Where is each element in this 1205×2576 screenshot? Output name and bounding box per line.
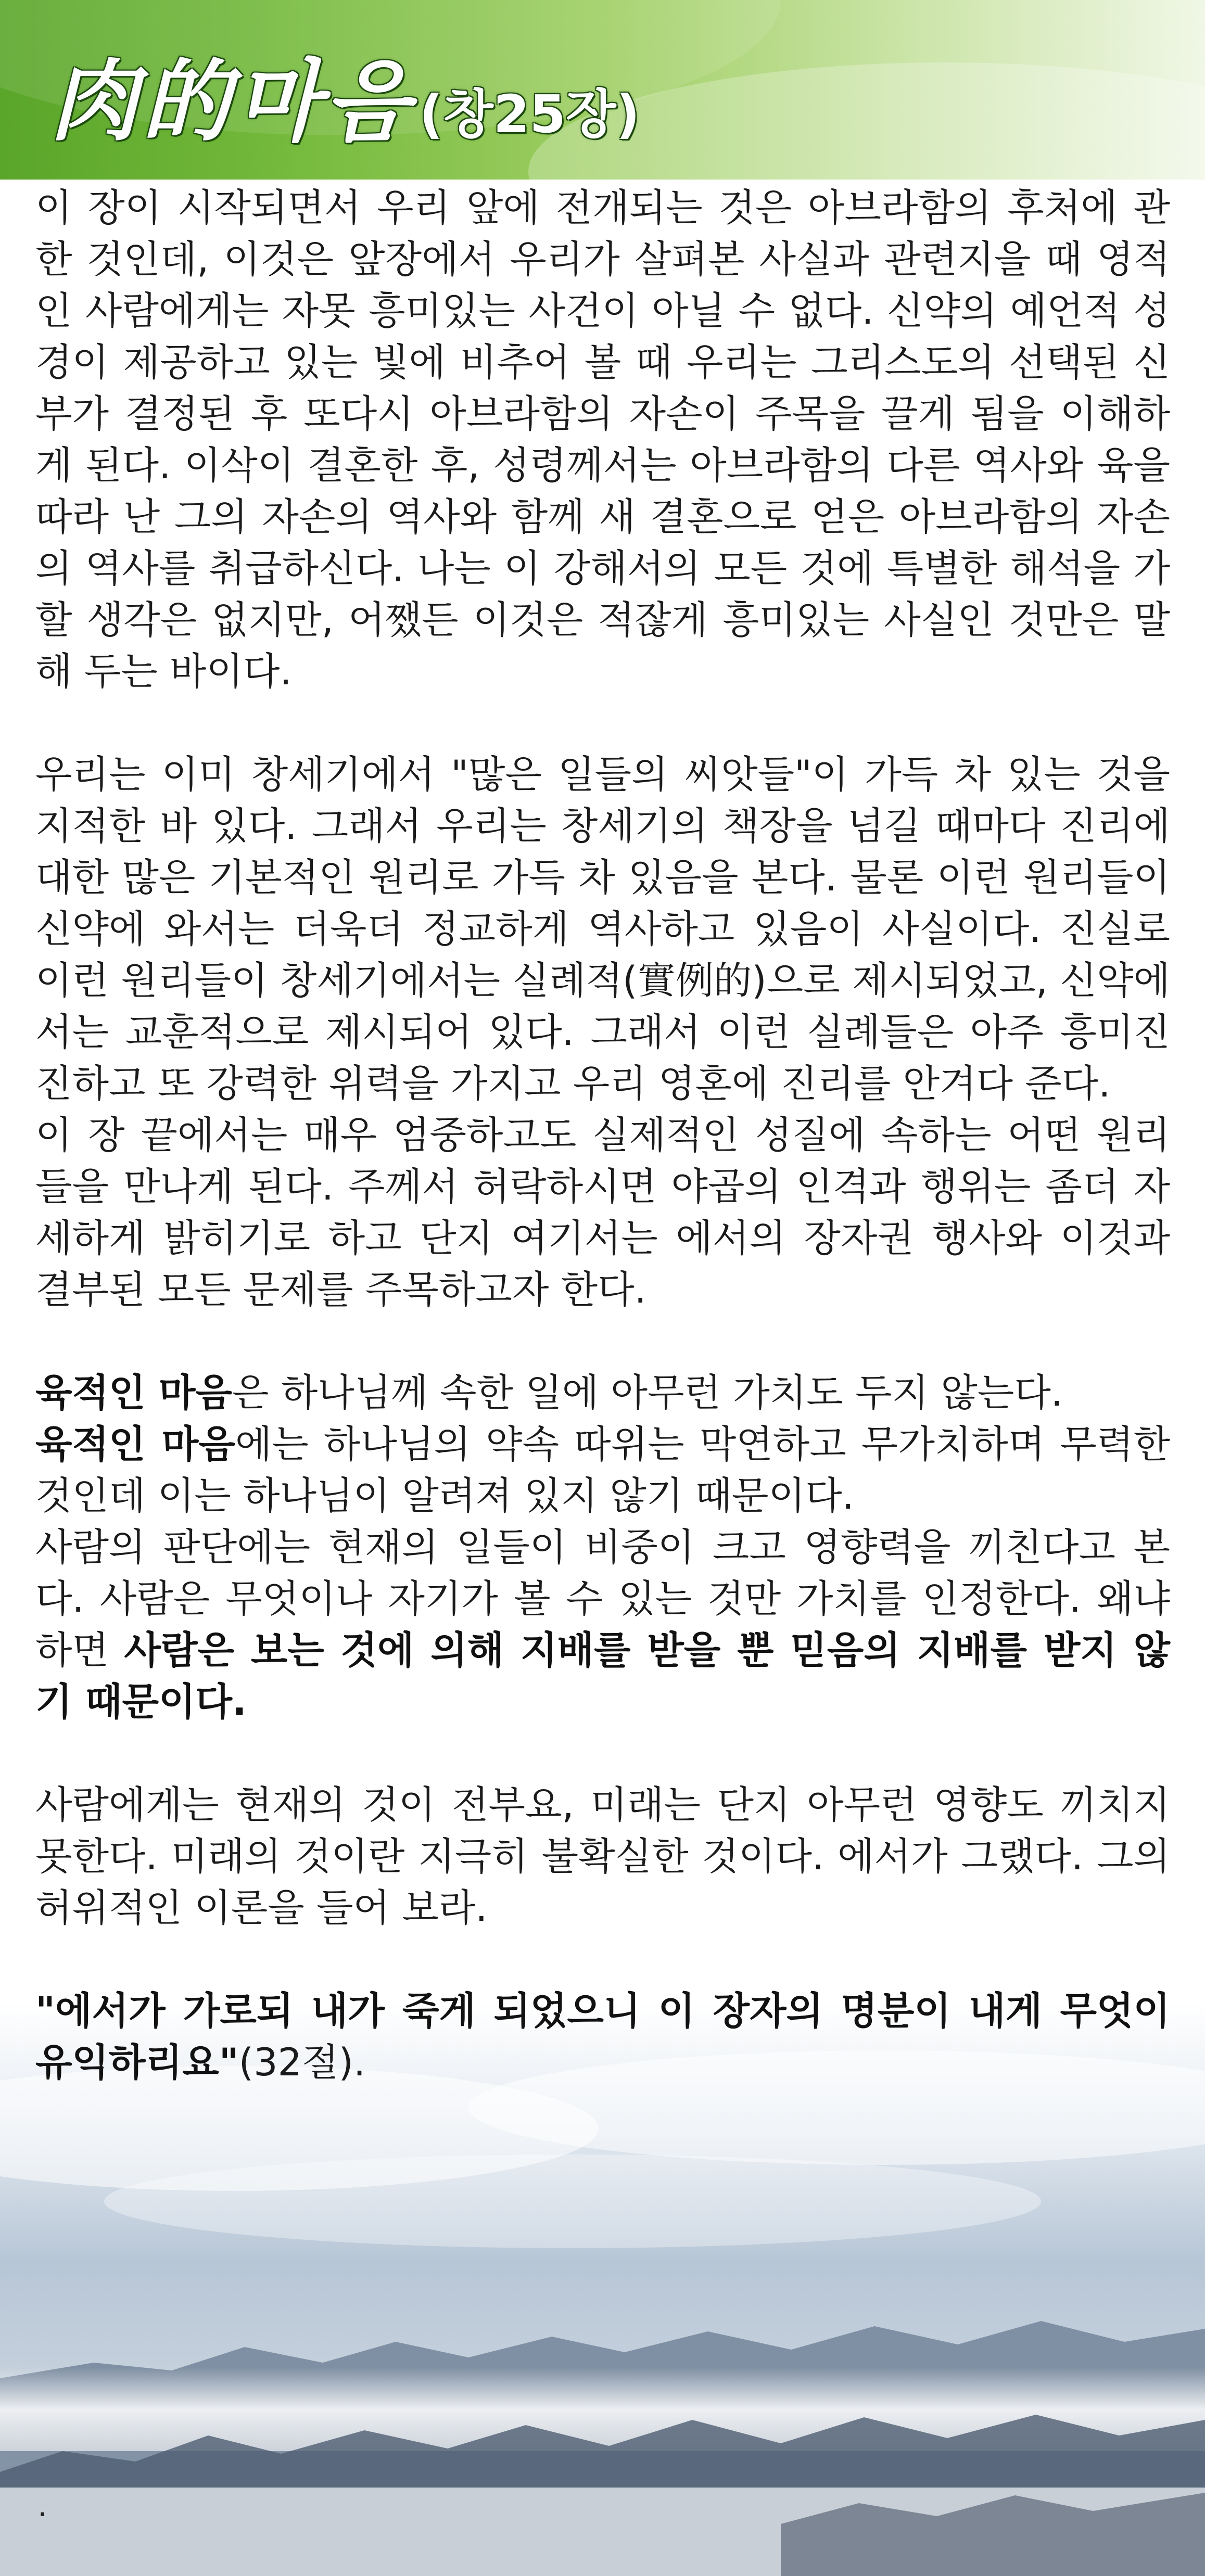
paragraph-text: 에는 하나님의 약속 따위는 막연하고 무가치하며 무력한 것인데 이는 하나님이 알려져 있지 않기 때문이다.	[35, 1422, 1170, 1518]
title-calligraphy: 肉的마음	[49, 49, 414, 154]
paragraph	[35, 1419, 1170, 1522]
article-body	[35, 182, 1170, 2088]
paragraph-gap	[35, 697, 1170, 749]
paragraph-text: 사람의 판단에는 현재의 일들이 비중이 크고 영향력을 끼친다고 본다. 사람은 무엇이나 자기가 볼 수 있는 것만 가치를 인정한다. 왜냐하면	[35, 1525, 1170, 1673]
bold-phrase: 육적인 마음	[35, 1422, 235, 1466]
chapter-reference: (창25장)	[419, 84, 640, 145]
footer-dot: .	[37, 2488, 48, 2524]
paragraph-gap	[35, 1934, 1170, 1985]
bold-phrase: 육적인 마음	[35, 1371, 233, 1415]
header-banner	[0, 0, 1205, 180]
scripture-quote	[35, 1985, 1170, 2088]
paragraph-gap	[35, 1728, 1170, 1779]
page-title	[49, 30, 640, 158]
paragraph-text: 은 하나님께 속한 일에 아무런 가치도 두지 않는다.	[232, 1371, 1063, 1415]
paragraph	[35, 1367, 1170, 1419]
bold-phrase: 사람은 보는 것에 의해 지배를 받을 뿐 믿음의 지배를 받지 않기 때문이다.	[35, 1628, 1170, 1724]
paragraph: 우리는 이미 창세기에서 "많은 일들의 씨앗들"이 가득 차 있는 것을 지적한 바 있다. 그래서 우리는 창세기의 책장을 넘길 때마다 진리에 대한 많은 기본적인 원리로 가득 차 있음을 본다. 물론 이런 원리들이 신약에 와서는 더욱더 정교하게 역사하고 있음이 사실이다. 진실로 이런 원리들이 창세기에서는 실례적(實例的)으로 제시되었고, 신약에서는 교훈적으로 제시되어 있다. 그래서 이런 실례들은 아주 흥미진진하고 또 강력한 위력을 가지고 우리 영혼에 진리를 안겨다 준다.	[35, 753, 1170, 1106]
paragraph: 사람에게는 현재의 것이 전부요, 미래는 단지 아무런 영향도 끼치지 못한다. 미래의 것이란 지극히 불확실한 것이다. 에서가 그랬다. 그의 허위적인 이론을 들어 보라.	[35, 1783, 1170, 1930]
paragraph: 이 장 끝에서는 매우 엄중하고도 실제적인 성질에 속하는 어떤 원리들을 만나게 된다. 주께서 허락하시면 야곱의 인격과 행위는 좀더 자세하게 밝히기로 하고 단지 여기서는 에서의 장자권 행사와 이것과 결부된 모든 문제를 주목하고자 한다.	[35, 1113, 1170, 1312]
paragraph: 이 장이 시작되면서 우리 앞에 전개되는 것은 아브라함의 후처에 관한 것인데, 이것은 앞장에서 우리가 살펴본 사실과 관련지을 때 영적인 사람에게는 자못 흥미있는 사건이 아닐 수 없다. 신약의 예언적 성경이 제공하고 있는 빛에 비추어 볼 때 우리는 그리스도의 선택된 신부가 결정된 후 또다시 아브라함의 자손이 주목을 끌게 됨을 이해하게 된다. 이삭이 결혼한 후, 성령께서는 아브라함의 다른 역사와 육을 따라 난 그의 자손의 역사와 함께 새 결혼으로 얻은 아브라함의 자손의 역사를 취급하신다. 나는 이 강해서의 모든 것에 특별한 해석을 가할 생각은 없지만, 어쨌든 이것은 적잖게 흥미있는 사실인 것만은 말해 두는 바이다.	[35, 186, 1170, 694]
mountain-cloud-background	[0, 2004, 1205, 2576]
bold-quote: "에서가 가로되 내가 죽게 되었으니 이 장자의 명분이 내게 무엇이 유익하리요"	[35, 1989, 1170, 2085]
paragraph	[35, 1522, 1170, 1728]
paragraph-gap	[35, 1316, 1170, 1367]
verse-reference: (32절).	[238, 2041, 366, 2085]
